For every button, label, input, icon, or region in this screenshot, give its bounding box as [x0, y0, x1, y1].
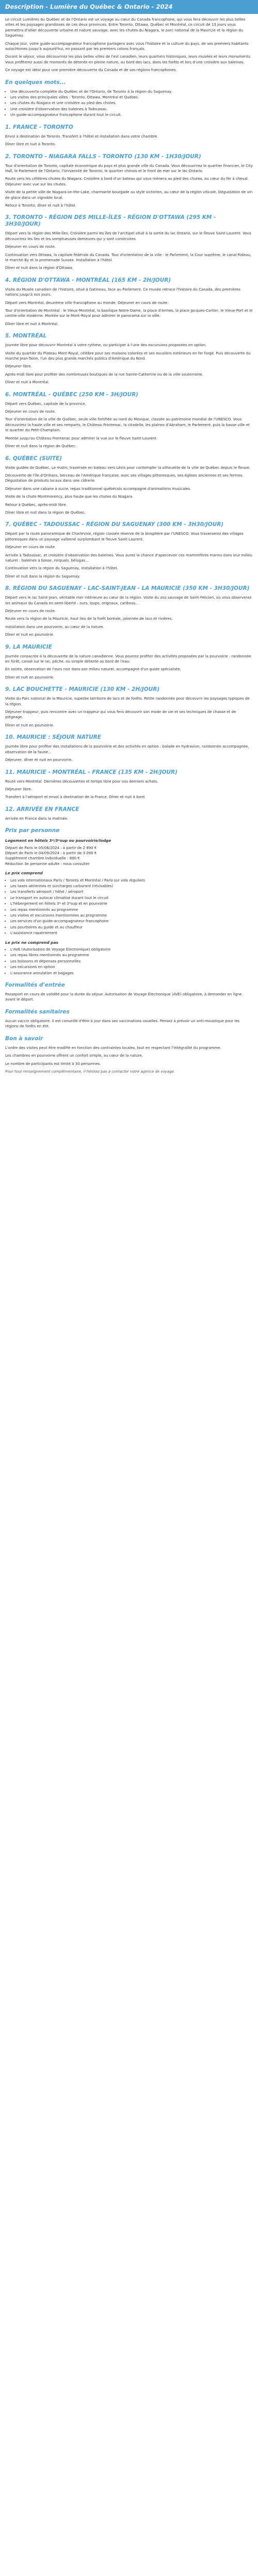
day-paragraph: Déjeuner dans une cabane à sucre, repas traditionnel québécois accompagné d'animations musicales.: [5, 486, 191, 491]
points-title: En quelques mots...: [5, 79, 66, 86]
day-paragraph: Visite du Musée canadien de l'histoire, situé à Gatineau, face au Parlement. Ce musée retrace l'histoire du Canada, des premières nations jusqu'à nos jours.: [5, 287, 241, 297]
main-content: [0, 14, 258, 1082]
day-paragraph: Retour à Toronto, dîner et nuit à l'hôtel.: [5, 203, 76, 208]
day-paragraph: Départ vers Québec, capitale de la province.: [5, 401, 86, 406]
day-section: [5, 214, 253, 270]
includes-item: • L'assistance rapatriement: [10, 930, 253, 936]
day-paragraph: Déjeuner en cours de route.: [5, 245, 56, 249]
day-paragraph: Visite de la chute Montmorency, plus haute que les chutes du Niagara.: [5, 495, 134, 499]
formalities-text: Passeport en cours de validité pour la durée du séjour. Autorisation de Voyage Électronique (AVE) obligatoire, à demander en ligne avant le départ.: [5, 992, 242, 1002]
day-paragraph: Continuation vers la région du Saguenay, installation à l'hôtel.: [5, 566, 118, 571]
day-section: [5, 806, 253, 821]
day-title: 3. TORONTO - RÉGION DES MILLE-ÎLES - RÉGION D'OTTAWA (295 KM - 3H30/JOUR): [5, 214, 216, 228]
day-title: 12. ARRIVÉE EN FRANCE: [5, 806, 79, 812]
day-paragraph: Continuation vers Ottawa, la capitale fédérale du Canada. Tour d'orientation de la ville : le Parlement, la Cour suprême, le canal Rideau, le marché By et la promenade Sussex. Installation à l'hôtel.: [5, 252, 252, 262]
day-paragraph: Déjeuner, dîner et nuit en pourvoirie.: [5, 758, 73, 762]
day-section: [5, 686, 253, 728]
good-to-know-paragraph: Les chambres en pourvoirie offrent un confort simple, au cœur de la nature.: [5, 1054, 143, 1058]
day-section: [5, 277, 253, 327]
price-line: Départ de Paris le 04/09/2024 : à partir de 3 090 €: [5, 851, 97, 855]
excludes-item: • Les excursions en option: [10, 964, 253, 970]
intro-paragraph: Chaque jour, votre guide-accompagnateur francophone partagera avec vous l'histoire et la culture du pays, de ses premiers habitants autochtones jusqu'à aujourd'hui, en passant par les premiers colons français.: [5, 41, 249, 52]
page: [0, 0, 258, 1082]
includes-item: • Les visites et excursions mentionnées au programme: [10, 913, 253, 918]
excludes-title: Le prix ne comprend pas: [5, 940, 58, 945]
day-title: 1. FRANCE - TORONTO: [5, 124, 73, 130]
closing-text: Pour tout renseignement complémentaire, n'hésitez pas à contacter votre agence de voyage.: [5, 1069, 175, 1074]
point-item: • Une découverte complète du Québec et de l'Ontario, de Toronto à la région du Saguenay.: [10, 89, 253, 94]
day-title: 6. MONTRÉAL - QUÉBEC (250 KM - 3H/JOUR): [5, 391, 138, 398]
day-section: [5, 333, 253, 385]
day-paragraph: Route vers les célèbres chutes du Niagara. Croisière à bord d'un bateau qui vous mènera au pied des chutes, au cœur du fer à cheval. Déjeuner avec vue sur les chutes.: [5, 177, 249, 187]
includes-item: • Les repas mentionnés au programme: [10, 907, 253, 912]
points-list: [5, 89, 253, 118]
excludes-item: • Les boissons et dépenses personnelles: [10, 959, 253, 964]
day-paragraph: Dîner et nuit en pourvoirie.: [5, 675, 54, 680]
includes-item: • Les pourboires au guide et au chauffeur: [10, 925, 253, 930]
day-paragraph: Journée consacrée à la découverte de la nature canadienne. Vous pourrez profiter des activités proposées par la pourvoirie : randonnée en forêt, canoë sur le lac, pêche, ou simple détente au bord de l'eau.: [5, 654, 251, 664]
day-title: 10. MAURICIE : SÉJOUR NATURE: [5, 734, 101, 741]
day-paragraph: Dîner et nuit dans la région de Québec.: [5, 444, 77, 449]
day-paragraph: Départ vers la région des Mille-Îles. Croisière parmi les îles de l'archipel situé à la sortie du lac Ontario, sur le fleuve Saint-Laurent. Vous découvrirez les îles et les somptueuses demeures qui y sont construites.: [5, 231, 251, 241]
price-line: Départ de Paris le 05/06/2024 : à partir de 2 890 €: [5, 845, 97, 850]
day-paragraph: Dîner libre et nuit à Montréal.: [5, 321, 59, 326]
day-paragraph: Dîner et nuit à Montréal.: [5, 380, 50, 385]
includes-item: • Les services d'un guide-accompagnateur francophone: [10, 919, 253, 924]
price-list: [5, 845, 253, 867]
price-line: Supplément chambre individuelle : 890 €: [5, 856, 80, 861]
excludes-list: [5, 947, 253, 976]
includes-item: • Les taxes aériennes et surcharges carburant (révisables): [10, 884, 253, 889]
day-paragraph: Découverte de l'île d'Orléans, berceau de l'Amérique française, avec ses villages pittoresques, ses églises anciennes et ses fermes. Dégustation de produits locaux dans une cidrerie.: [5, 473, 244, 483]
pricing-title: Logement en hôtels 3*/3*sup ou pourvoirie/lodge: [5, 838, 111, 843]
itinerary: [5, 124, 253, 821]
day-title: 9. LA MAURICIE: [5, 643, 52, 650]
day-paragraph: Transfert à l'aéroport et envol à destination de la France. Dîner et nuit à bord.: [5, 795, 146, 800]
day-paragraph: Déjeuner trappeur, puis rencontre avec un trappeur qui vous fera découvrir son mode de vie et ses techniques de chasse et de piégeage.: [5, 710, 236, 720]
day-paragraph: Déjeuner en cours de route.: [5, 609, 56, 613]
day-paragraph: Déjeuner libre.: [5, 787, 32, 791]
day-paragraph: Dîner et nuit dans la région du Saguenay.: [5, 574, 80, 579]
includes-item: • Les transferts aéroport / hôtel / aéroport: [10, 889, 253, 894]
day-paragraph: Visite du Parc national de la Mauricie, superbe territoire de lacs et de forêts. Petite randonnée pour découvrir les paysages typiques de la région.: [5, 697, 250, 706]
day-section: [5, 734, 253, 762]
day-section: [5, 154, 253, 209]
pricing-heading: Prix par personne: [5, 827, 60, 834]
page-title-banner: [0, 0, 258, 14]
point-item: • Une croisière d'observation des baleines à Tadoussac.: [10, 107, 253, 112]
day-title: 4. RÉGION D'OTTAWA - MONTRÉAL (165 KM - 2H/JOUR): [5, 277, 171, 283]
day-section: [5, 124, 253, 147]
day-paragraph: Déjeuner en cours de route.: [5, 410, 56, 414]
day-paragraph: Visite guidée de Québec. Le matin, traversée en bateau vers Lévis pour contempler la silhouette de la ville de Québec depuis le fleuve.: [5, 465, 251, 470]
day-title: 11. MAURICIE - MONTRÉAL - FRANCE (135 KM - 2H/JOUR): [5, 769, 178, 775]
day-section: [5, 521, 253, 579]
day-paragraph: Départ vers le lac Saint-Jean, véritable mer intérieure au cœur de la région. Visite du zoo sauvage de Saint-Félicien, où vous observerez les animaux du Canada en semi-liberté : ours, loups, orignaux, caribous…: [5, 596, 252, 605]
includes-item: • Le transport en autocar climatisé durant tout le circuit: [10, 895, 253, 901]
formalities-title: Formalités d'entrée: [5, 982, 65, 989]
day-section: [5, 455, 253, 516]
day-paragraph: Tour d'orientation de Montréal : le Vieux-Montréal, la basilique Notre-Dame, la place d'Armes, la place Jacques-Cartier, le Vieux-Port et le centre-ville moderne. Montée sur le Mont-Royal pour admirer le panorama sur la ville.: [5, 309, 253, 318]
day-paragraph: Déjeuner en cours de route.: [5, 545, 56, 550]
day-title: 2. TORONTO - NIAGARA FALLS - TORONTO (130 KM - 1H30/JOUR): [5, 153, 201, 160]
day-paragraph: Installation dans une pourvoirie, au cœur de la nature.: [5, 624, 104, 629]
day-section: [5, 585, 253, 637]
day-paragraph: Dîner et nuit en pourvoirie.: [5, 723, 54, 727]
day-paragraph: Départ par la route panoramique de Charlevoix, région classée réserve de la biosphère par l'UNESCO. Vous traverserez des villages pittoresques dans un paysage vallonné surplombant le fleuve Saint-Laurent.: [5, 532, 244, 541]
day-paragraph: Tour d'orientation de Toronto, capitale économique du pays et plus grande ville du Canada. Vous découvrirez le quartier financier, le City Hall, le Parlement de l'Ontario, l'Université de Toronto, le quartier chinois et le front de mer sur le lac Ontario.: [5, 163, 253, 173]
good-to-know-paragraph: L'ordre des visites peut être modifié en fonction des contraintes locales, tout en respectant l'intégralité du programme.: [5, 1045, 221, 1050]
excludes-item: • Les repas libres mentionnés au programme: [10, 953, 253, 958]
day-paragraph: Départ vers Montréal, deuxième ville francophone au monde. Déjeuner en cours de route.: [5, 300, 169, 305]
day-paragraph: Déjeuner libre.: [5, 364, 32, 369]
day-paragraph: Après-midi libre pour profiter des nombreuses boutiques de la rue Sainte-Catherine ou de la ville souterraine.: [5, 372, 204, 377]
day-title: 6. QUÉBEC (SUITE): [5, 455, 62, 462]
day-paragraph: Arrivée à Tadoussac, et croisière d'observation des baleines. Vous aurez la chance d'apercevoir ces mammifères marins dans leur milieu naturel : baleines à bosse, rorquals, bélugas…: [5, 553, 252, 563]
day-paragraph: Journée libre pour profiter des installations de la pourvoirie et des activités en option : balade en hydravion, randonnée accompagnée, observation de la faune…: [5, 744, 249, 754]
includes-list: [5, 878, 253, 936]
day-section: [5, 392, 253, 449]
day-paragraph: Montée jusqu'au Château Frontenac pour admirer la vue sur le fleuve Saint-Laurent.: [5, 436, 157, 440]
day-paragraph: Dîner libre et nuit à Toronto.: [5, 142, 56, 147]
day-paragraph: Dîner libre et nuit dans la région de Québec.: [5, 510, 86, 515]
excludes-item: • L'assurance annulation et bagages: [10, 971, 253, 976]
health-text: Aucun vaccin obligatoire. Il est conseillé d'être à jour dans ses vaccinations usuelles. Pensez à prévoir un anti-moustique pour les régions de forêts en été.: [5, 1019, 240, 1029]
day-paragraph: Arrivée en France dans la matinée.: [5, 816, 69, 821]
point-item: • Les visites des principales villes : Toronto, Ottawa, Montréal et Québec.: [10, 95, 253, 100]
intro-paragraph: Ce voyage est idéal pour une première découverte du Canada et de ses régions francophones.: [5, 68, 177, 73]
intro: [5, 17, 253, 73]
includes-title: Le prix comprend: [5, 871, 43, 876]
day-paragraph: En soirée, observation de l'ours noir dans son milieu naturel, accompagné d'un guide spécialiste.: [5, 667, 181, 672]
day-title: 9. LAC BOUCHETTE - MAURICIE (130 KM - 2H/JOUR): [5, 686, 160, 693]
day-paragraph: Visite du quartier du Plateau Mont-Royal, célèbre pour ses maisons colorées et ses escaliers extérieurs en fer forgé. Puis découverte du marché Jean-Talon, l'un des plus grands marchés publics d'Amérique du Nord.: [5, 351, 251, 361]
day-paragraph: Route vers la région de la Mauricie, haut lieu de la forêt boréale, jalonnée de lacs et rivières.: [5, 617, 173, 621]
day-title: 7. QUÉBEC - TADOUSSAC - RÉGION DU SAGUENAY (300 KM - 3H30/JOUR): [5, 521, 224, 528]
page-title: Description - Lumière du Québec & Ontario - 2024: [5, 3, 173, 10]
intro-paragraph: Le circuit Lumières du Québec et de l'Ontario est un voyage au cœur du Canada francophone, qui vous fera découvrir les plus belles villes et les paysages grandioses de ces deux provinces. Entre Toronto, Ottawa, Québec et Montréal, ce circuit de 13 jours vous permettra d'allier découverte urbaine et nature sauvage, avec les chutes du Niagara, le parc national de la Mauricie et la région du Saguenay.: [5, 18, 246, 38]
health-title: Formalités sanitaires: [5, 1008, 70, 1015]
includes-item: • Les vols internationaux Paris / Toronto et Montréal / Paris sur vols réguliers: [10, 878, 253, 883]
day-paragraph: Visite de la petite ville de Niagara-on-the-Lake, charmante bourgade au style victorien, au cœur de la région viticole. Dégustation de vin de glace dans un vignoble local.: [5, 190, 253, 200]
day-title: 5. MONTRÉAL: [5, 333, 47, 340]
includes-item: • L'hébergement en hôtels 3* et 3*sup et en pourvoirie: [10, 901, 253, 906]
good-to-know-paragraph: Le nombre de participants est limité à 30 personnes.: [5, 1061, 101, 1066]
day-paragraph: Route vers Montréal. Dernières découvertes et temps libre pour vos derniers achats.: [5, 779, 158, 784]
intro-paragraph: Durant le séjour, vous découvrirez les plus belles villes de l'est canadien, leurs quartiers historiques, leurs musées et leurs monuments. Vous profiterez aussi de moments de détente en pleine nature, au bord des lacs, dans les forêts et lors d'une croisière aux baleines.: [5, 55, 251, 64]
day-title: 8. RÉGION DU SAGUENAY - LAC-SAINT-JEAN - LA MAURICIE (350 KM - 3H30/JOUR): [5, 585, 250, 592]
day-paragraph: Journée libre pour découvrir Montréal à votre rythme, ou participer à l'une des excursions proposées en option.: [5, 343, 207, 348]
point-item: • Un guide-accompagnateur francophone durant tout le circuit.: [10, 112, 253, 117]
day-paragraph: Envol à destination de Toronto. Transfert à l'hôtel et installation dans votre chambre.: [5, 134, 158, 139]
day-paragraph: Dîner et nuit dans la région d'Ottawa.: [5, 266, 74, 270]
good-to-know-title: Bon à savoir: [5, 1035, 43, 1042]
day-paragraph: Retour à Québec, après-midi libre.: [5, 502, 68, 507]
day-section: [5, 644, 253, 681]
price-line: Réduction 3e personne adulte : nous consulter: [5, 861, 90, 866]
day-section: [5, 769, 253, 800]
day-paragraph: Dîner et nuit en pourvoirie.: [5, 633, 54, 637]
point-item: • Les chutes du Niagara et une croisière au pied des chutes.: [10, 100, 253, 106]
good-to-know: [5, 1045, 253, 1066]
day-paragraph: Tour d'orientation de la ville de Québec, seule ville fortifiée au nord du Mexique, classée au patrimoine mondial de l'UNESCO. Vous découvrirez la haute ville et ses remparts, le Château Frontenac, la citadelle, les plaines d'Abraham, le Parlement, puis la basse ville et le quartier du Petit-Champlain.: [5, 417, 250, 433]
excludes-item: • L'AVE (Autorisation de Voyage Électronique) obligatoire: [10, 947, 253, 952]
